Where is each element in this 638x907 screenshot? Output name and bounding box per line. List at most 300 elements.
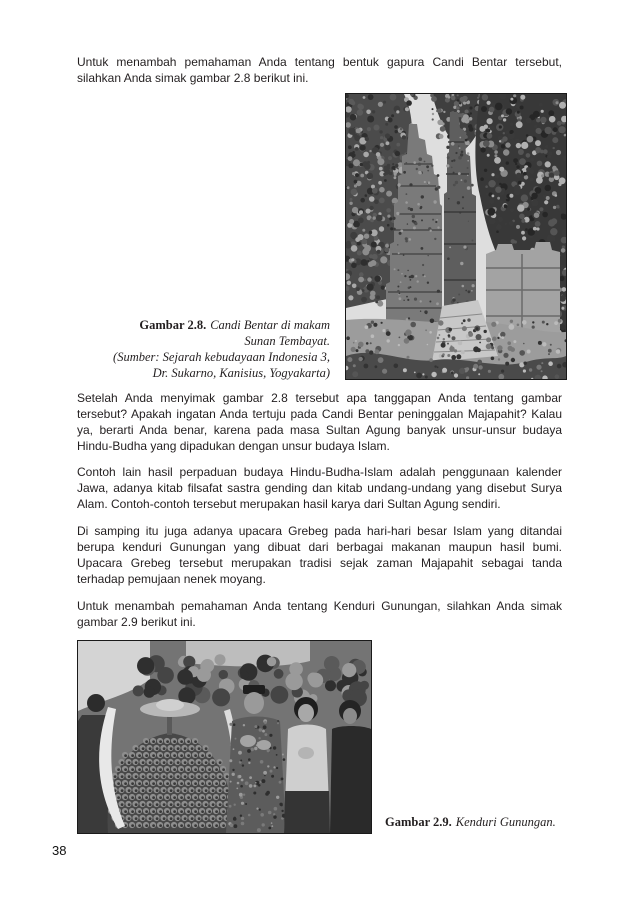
paragraph-grebeg (77, 523, 562, 587)
ground-texture (503, 353, 508, 358)
ground-texture (375, 365, 378, 368)
foliage-texture (379, 167, 383, 171)
stone-texture (409, 183, 412, 186)
stone-texture (429, 301, 431, 303)
offering-item (159, 810, 162, 813)
crowd-figure (137, 657, 154, 674)
foliage-texture (431, 96, 437, 102)
foliage-texture (562, 287, 566, 292)
ground-texture (505, 362, 509, 366)
ground-texture (442, 368, 447, 373)
offering-item (159, 824, 162, 827)
foliage-texture (348, 156, 353, 161)
foliage-texture (367, 127, 371, 131)
foliage-texture (556, 150, 561, 155)
ground-texture (449, 328, 452, 331)
foliage-texture (518, 181, 522, 185)
offering-item (163, 775, 166, 778)
foliage-texture (534, 212, 540, 218)
offering-item (184, 761, 187, 764)
offering-item (152, 740, 155, 743)
stone-texture (397, 244, 398, 245)
foliage-texture (465, 139, 468, 142)
foliage-texture (535, 147, 541, 153)
offering-item (173, 796, 176, 799)
foliage-texture (357, 109, 363, 115)
foliage-texture (379, 187, 385, 193)
offering-item (191, 789, 194, 792)
foliage-texture (384, 179, 387, 182)
foliage-texture (377, 250, 381, 254)
foliage-texture (384, 248, 389, 253)
foliage-texture (527, 136, 534, 143)
offering-item (205, 775, 208, 778)
foliage-texture (534, 125, 538, 129)
batik-pattern (237, 782, 240, 785)
foliage-texture (477, 97, 479, 99)
stone-texture (467, 160, 469, 162)
stone-texture (447, 257, 450, 260)
foliage-texture (495, 174, 499, 178)
crowd-figure (177, 669, 193, 685)
batik-pattern (263, 771, 267, 775)
foliage-texture (542, 212, 548, 218)
ground-texture (447, 354, 450, 357)
foliage-texture (499, 183, 502, 186)
foliage-texture (348, 295, 353, 300)
foliage-texture (531, 199, 538, 206)
ground-texture (484, 330, 487, 333)
crowd-figure (308, 673, 323, 688)
stone-texture (446, 146, 449, 149)
offering-item (163, 747, 166, 750)
batik-pattern (262, 730, 265, 733)
foliage-texture (351, 263, 357, 269)
ground-texture (431, 372, 436, 377)
ground-texture (448, 334, 451, 337)
stone-texture (392, 163, 394, 165)
offering-item (135, 789, 138, 792)
offering-item (138, 782, 141, 785)
offering-item (145, 824, 148, 827)
stone-texture (403, 300, 404, 301)
foliage-texture (510, 208, 514, 212)
offering-item (135, 803, 138, 806)
ground-texture (373, 323, 377, 327)
offering-item (124, 768, 127, 771)
foliage-texture (541, 110, 544, 113)
foliage-texture (362, 289, 365, 292)
figure-title: Kenduri Gunungan. (455, 815, 556, 829)
foliage-texture (552, 166, 557, 171)
stone-texture (467, 152, 470, 155)
ground-texture (422, 373, 424, 375)
offering-item (215, 824, 218, 827)
stone-texture (462, 196, 464, 198)
stone-texture (400, 230, 403, 233)
foliage-texture (363, 96, 366, 99)
stone-texture (449, 246, 451, 248)
foliage-texture (487, 154, 490, 157)
batik-pattern (233, 723, 236, 726)
batik-pattern (270, 771, 272, 773)
foliage-texture (519, 214, 525, 220)
batik-pattern (254, 725, 257, 728)
text-line: Untuk menambah pemahaman Anda tentang bentuk gapura Candi Bentar tersebut, (77, 55, 562, 69)
ground-texture (463, 319, 466, 322)
stone-texture (467, 186, 471, 190)
batik-pattern (229, 723, 232, 726)
ground-texture (430, 319, 435, 324)
offering-item (142, 803, 145, 806)
foliage-texture (561, 214, 565, 218)
offering-item (163, 803, 166, 806)
foliage-texture (384, 144, 390, 150)
foliage-texture (385, 244, 389, 248)
stone-texture (396, 212, 399, 215)
foliage-texture (348, 145, 352, 149)
ground-texture (491, 357, 495, 361)
batik-pattern (256, 808, 258, 810)
foliage-texture (365, 234, 369, 238)
ground-texture (352, 371, 358, 377)
stone-texture (433, 200, 436, 203)
stone-texture (431, 165, 433, 167)
ground-texture (532, 321, 534, 323)
offering-item (121, 761, 124, 764)
stone-texture (471, 290, 473, 292)
stone-texture (427, 255, 429, 257)
ground-texture (365, 349, 369, 353)
offering-item (145, 754, 148, 757)
foliage-texture (545, 145, 548, 148)
ground-texture (468, 332, 473, 337)
offering-item (184, 789, 187, 792)
ground-texture (382, 329, 385, 332)
stone-texture (420, 206, 422, 208)
stone-texture (465, 290, 467, 292)
stone-texture (446, 164, 449, 167)
foliage-texture (354, 184, 357, 187)
batik-pattern (236, 788, 238, 790)
batik-pattern (245, 803, 247, 805)
foliage-texture (553, 206, 556, 209)
batik-pattern (282, 754, 284, 756)
ground-texture (454, 349, 457, 352)
offering-item (145, 768, 148, 771)
offering-item (201, 796, 204, 799)
ground-texture (450, 345, 452, 347)
stone-texture (460, 262, 463, 265)
foliage-texture (536, 118, 540, 122)
batik-pattern (229, 805, 232, 808)
foliage-texture (374, 200, 379, 205)
batik-pattern (235, 738, 237, 740)
offering-item (191, 775, 194, 778)
foliage-texture (369, 150, 371, 152)
offering-item (166, 740, 169, 743)
ground-texture (364, 364, 369, 369)
batik-pattern (239, 793, 243, 797)
foliage-texture (486, 193, 489, 196)
foliage-texture (514, 240, 517, 243)
stone-texture (448, 198, 450, 200)
foliage-texture (385, 133, 390, 138)
ground-texture (541, 370, 543, 372)
stone-texture (426, 165, 429, 168)
foliage-texture (368, 94, 374, 100)
foliage-texture (362, 239, 368, 245)
stone-texture (432, 219, 434, 221)
offering-item (184, 775, 187, 778)
paragraph-intro-figure-2-9 (77, 598, 562, 630)
offering-item (170, 747, 173, 750)
ground-texture (425, 376, 428, 379)
stone-texture (451, 142, 455, 146)
offering-item (198, 789, 201, 792)
batik-pattern (230, 824, 234, 828)
foliage-texture (558, 126, 565, 133)
foliage-texture (391, 114, 394, 117)
stone-texture (401, 273, 403, 275)
ground-texture (527, 350, 531, 354)
batik-pattern (274, 807, 278, 811)
foliage-texture (550, 228, 557, 235)
offering-item (208, 768, 211, 771)
batik-pattern (234, 824, 238, 828)
foliage-texture (351, 189, 358, 196)
offering-item (159, 754, 162, 757)
foliage-texture (527, 208, 530, 211)
foliage-texture (479, 126, 485, 132)
stone-texture (455, 181, 458, 184)
foliage-texture (356, 287, 360, 291)
offering-item (194, 824, 197, 827)
offering-item (149, 761, 152, 764)
foliage-texture (529, 177, 533, 181)
foliage-texture (554, 170, 560, 176)
stone-texture (424, 181, 426, 183)
foliage-texture (350, 198, 353, 201)
offering-item (138, 754, 141, 757)
batik-pattern (229, 759, 232, 762)
offering-item (166, 796, 169, 799)
offering-item (212, 761, 215, 764)
ground-texture (382, 369, 387, 374)
foliage-texture (385, 123, 388, 126)
offering-item (215, 782, 218, 785)
foliage-texture (367, 284, 374, 291)
foliage-texture (526, 167, 531, 172)
foliage-texture (400, 128, 403, 131)
offering-item (152, 810, 155, 813)
offering-item (128, 761, 131, 764)
foliage-texture (495, 103, 503, 111)
batik-pattern (240, 785, 243, 788)
foliage-texture (355, 237, 360, 242)
stone-texture (409, 238, 412, 241)
stone-texture (406, 296, 408, 298)
ground-texture (451, 371, 454, 374)
foliage-texture (396, 143, 400, 147)
offering-item (177, 817, 180, 820)
offering-item (152, 782, 155, 785)
foliage-texture (370, 291, 376, 297)
foliage-texture (457, 99, 459, 101)
offering-item (166, 768, 169, 771)
stone-texture (428, 181, 431, 184)
offering-item (156, 761, 159, 764)
foliage-texture (522, 236, 526, 240)
ground-texture (501, 370, 504, 373)
foliage-texture (497, 197, 500, 200)
crowd-figure (197, 668, 211, 682)
ground-texture (439, 334, 441, 336)
foliage-texture (363, 152, 369, 158)
foliage-texture (373, 216, 376, 219)
batik-pattern (238, 751, 242, 755)
offering-item (219, 775, 222, 778)
ground-texture (371, 334, 375, 338)
ground-texture (479, 342, 481, 344)
offering-item (194, 740, 197, 743)
offering-item (191, 817, 194, 820)
foliage-texture (375, 276, 381, 282)
foliage-texture (347, 281, 351, 285)
foliage-texture (559, 177, 566, 184)
crowd-figure (274, 669, 284, 679)
figure-source: Dr. Sukarno, Kanisius, Yogyakarta) (152, 366, 330, 380)
foliage-texture (405, 107, 409, 111)
foliage-texture (396, 110, 399, 113)
stone-texture (459, 137, 461, 139)
offering-item (170, 775, 173, 778)
offering-item (201, 810, 204, 813)
foliage-texture (561, 307, 564, 310)
foliage-texture (516, 225, 520, 229)
stone-texture (416, 168, 418, 170)
crowd-figure (342, 663, 356, 677)
batik-pattern (251, 748, 254, 751)
foliage-texture (352, 284, 357, 289)
stone-texture (397, 269, 399, 271)
foliage-texture (495, 187, 501, 193)
foliage-texture (369, 196, 375, 202)
offering-item (222, 796, 225, 799)
foliage-texture (510, 123, 514, 127)
foliage-texture (465, 110, 469, 114)
foliage-texture (432, 108, 434, 110)
offering-item (131, 782, 134, 785)
figure-title: Candi Bentar di makam (210, 318, 330, 332)
ground-texture (458, 341, 463, 346)
offering-item (166, 824, 169, 827)
ground-texture (475, 327, 478, 330)
foliage-texture (504, 204, 508, 208)
stone-texture (461, 179, 463, 181)
stone-texture (472, 284, 475, 287)
stone-texture (407, 223, 408, 224)
foliage-texture (516, 165, 519, 168)
stone-texture (427, 282, 429, 284)
offering-item (166, 810, 169, 813)
stone-texture (464, 180, 467, 183)
batik-pattern (232, 769, 234, 771)
foliage-texture (389, 217, 392, 220)
offering-item (198, 817, 201, 820)
ground-texture (447, 343, 449, 345)
stone-texture (430, 230, 432, 232)
ground-texture (359, 357, 363, 361)
foliage-texture (384, 166, 387, 169)
ground-texture (437, 366, 439, 368)
offering-item (114, 775, 117, 778)
stone-texture (458, 172, 461, 175)
foliage-texture (561, 248, 566, 253)
stone-texture (393, 228, 396, 231)
foliage-texture (347, 186, 350, 189)
crowd-figure (324, 656, 340, 672)
foliage-texture (502, 136, 507, 141)
stone-texture (437, 174, 440, 177)
batik-pattern (271, 775, 274, 778)
foliage-texture (494, 150, 498, 154)
foliage-texture (360, 163, 364, 167)
ground-texture (358, 342, 364, 348)
batik-pattern (258, 737, 260, 739)
foliage-texture (376, 215, 383, 222)
stone-texture (453, 184, 456, 187)
ground-texture (548, 353, 550, 355)
foliage-texture (402, 135, 406, 139)
offering-item (138, 810, 141, 813)
foliage-texture (386, 141, 390, 145)
foliage-texture (354, 180, 358, 184)
stone-texture (425, 312, 427, 314)
offering-item (191, 747, 194, 750)
foliage-texture (480, 177, 484, 181)
foliage-texture (367, 161, 370, 164)
foliage-texture (514, 185, 521, 192)
foliage-texture (526, 118, 532, 124)
batik-pattern (249, 784, 253, 788)
foliage-texture (437, 120, 443, 126)
ground-texture (557, 364, 562, 369)
foliage-texture (381, 286, 385, 290)
foliage-texture (369, 231, 372, 234)
foliage-texture (487, 101, 491, 105)
batik-pattern (249, 776, 252, 779)
batik-pattern (267, 765, 269, 767)
foliage-texture (498, 217, 503, 222)
offering-item (152, 754, 155, 757)
foliage-texture (499, 125, 502, 128)
foliage-texture (537, 129, 542, 134)
foliage-texture (549, 112, 552, 115)
foliage-texture (545, 127, 552, 134)
offering-item (163, 789, 166, 792)
foliage-texture (553, 127, 558, 132)
candi-bentar-photo (346, 94, 566, 379)
foliage-texture (481, 106, 487, 112)
batik-pattern (241, 822, 245, 826)
batik-pattern (241, 802, 244, 805)
foliage-texture (516, 173, 521, 178)
stone-texture (471, 184, 474, 187)
foliage-texture (555, 194, 558, 197)
ground-texture (548, 349, 552, 353)
foliage-texture (533, 111, 540, 118)
